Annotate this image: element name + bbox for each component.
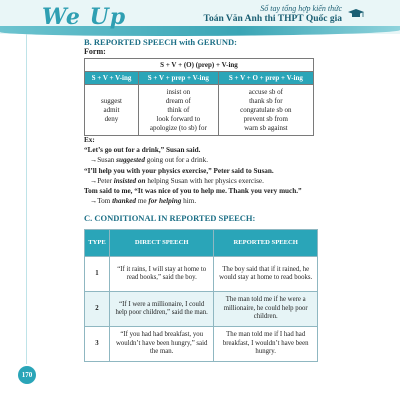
answer-text: him. xyxy=(181,197,197,205)
example-2-answer xyxy=(90,177,264,186)
key-verb: suggested xyxy=(116,156,145,164)
type-cell: 3 xyxy=(85,327,110,362)
verb-item: suggest xyxy=(100,96,122,105)
conditional-table xyxy=(84,229,318,362)
section-c-title: C. CONDITIONAL IN REPORTED SPEECH: xyxy=(84,213,256,223)
table-row xyxy=(85,292,318,327)
page-number: 170 xyxy=(18,366,36,384)
arrow-text: →Tom xyxy=(90,197,113,205)
examples-label: Ex: xyxy=(84,136,95,144)
verbs-col-2 xyxy=(138,85,218,136)
answer-text: going out for a drink. xyxy=(144,156,209,164)
type-cell: 2 xyxy=(85,292,110,327)
gerund-header-2: S + V + prep + V-ing xyxy=(138,72,218,85)
verb-item: admit xyxy=(103,105,120,114)
graduation-cap-icon xyxy=(348,9,364,19)
example-1-quote: “Let’s go out for a drink,” Susan said. xyxy=(84,146,201,154)
type-cell: 1 xyxy=(85,257,110,292)
example-1-answer xyxy=(90,156,208,165)
conditional-header-row xyxy=(85,230,318,257)
arrow-text: →Peter xyxy=(90,177,114,185)
header-title: Toán Văn Anh thi THPT Quốc gia xyxy=(203,14,342,24)
header-direct: DIRECT SPEECH xyxy=(110,230,214,257)
key-verb: thanked xyxy=(112,197,137,205)
arrow-text: →Susan xyxy=(90,156,117,164)
gerund-header-3: S + V + O + prep + V-ing xyxy=(218,72,313,85)
verb-item: warn sb against xyxy=(244,123,288,132)
gerund-header-1: S + V + V-ing xyxy=(85,72,139,85)
form-label: Form: xyxy=(84,47,106,56)
verb-item: dream of xyxy=(165,96,191,105)
table-row xyxy=(85,257,318,292)
verb-item: deny xyxy=(104,114,119,123)
verb-item: look forward to xyxy=(156,114,201,123)
key-verb: for helping xyxy=(148,197,182,205)
key-verb: insisted on xyxy=(113,177,146,185)
reported-cell: The man told me if I had had breakfast, I wouldn’t have been hungry. xyxy=(214,327,318,362)
verb-item: apologize (to sb) for xyxy=(149,123,207,132)
verb-item: congratulate sb on xyxy=(240,105,292,114)
direct-cell: “If I were a millionaire, I could help poor children,” said the man. xyxy=(110,292,214,327)
header-reported: REPORTED SPEECH xyxy=(214,230,318,257)
verb-item: accuse sb of xyxy=(248,87,283,96)
reported-cell: The boy said that if it rained, he would stay at home to read books. xyxy=(214,257,318,292)
verbs-col-1 xyxy=(85,85,139,136)
formula-cell: S + V + (O) (prep) + V-ing xyxy=(85,59,314,72)
verb-item: thank sb for xyxy=(249,96,283,105)
brand-logo: We Up xyxy=(42,4,127,30)
verb-item: think of xyxy=(167,105,190,114)
example-3-answer xyxy=(90,197,196,206)
answer-text: me xyxy=(136,197,149,205)
header-bar xyxy=(0,0,400,34)
verb-item: prevent sb from xyxy=(243,114,288,123)
verbs-col-3 xyxy=(218,85,313,136)
direct-cell: “If it rains, I will stay at home to read books,” said the boy. xyxy=(110,257,214,292)
gerund-table xyxy=(84,58,314,136)
reported-cell: The man told me if he were a millionaire, he could help poor children. xyxy=(214,292,318,327)
verb-item: insist on xyxy=(166,87,191,96)
direct-cell: “If you had had breakfast, you wouldn’t have been hungry,” said the man. xyxy=(110,327,214,362)
section-b-title: B. REPORTED SPEECH with GERUND: xyxy=(84,37,237,47)
example-3-quote: Tom said to me, “It was nice of you to help me. Thank you very much.” xyxy=(84,187,302,195)
margin-line xyxy=(26,34,27,364)
header-subtitle: Sổ tay tổng hợp kiến thức xyxy=(260,4,342,13)
header-type: TYPE xyxy=(85,230,110,257)
example-2-quote: “I’ll help you with your physics exercise,” Peter said to Susan. xyxy=(84,167,274,175)
answer-text: helping Susan with her physics exercise. xyxy=(145,177,264,185)
formula-row xyxy=(85,59,314,72)
table-row xyxy=(85,327,318,362)
gerund-header-row xyxy=(85,72,314,85)
gerund-body-row xyxy=(85,85,314,136)
